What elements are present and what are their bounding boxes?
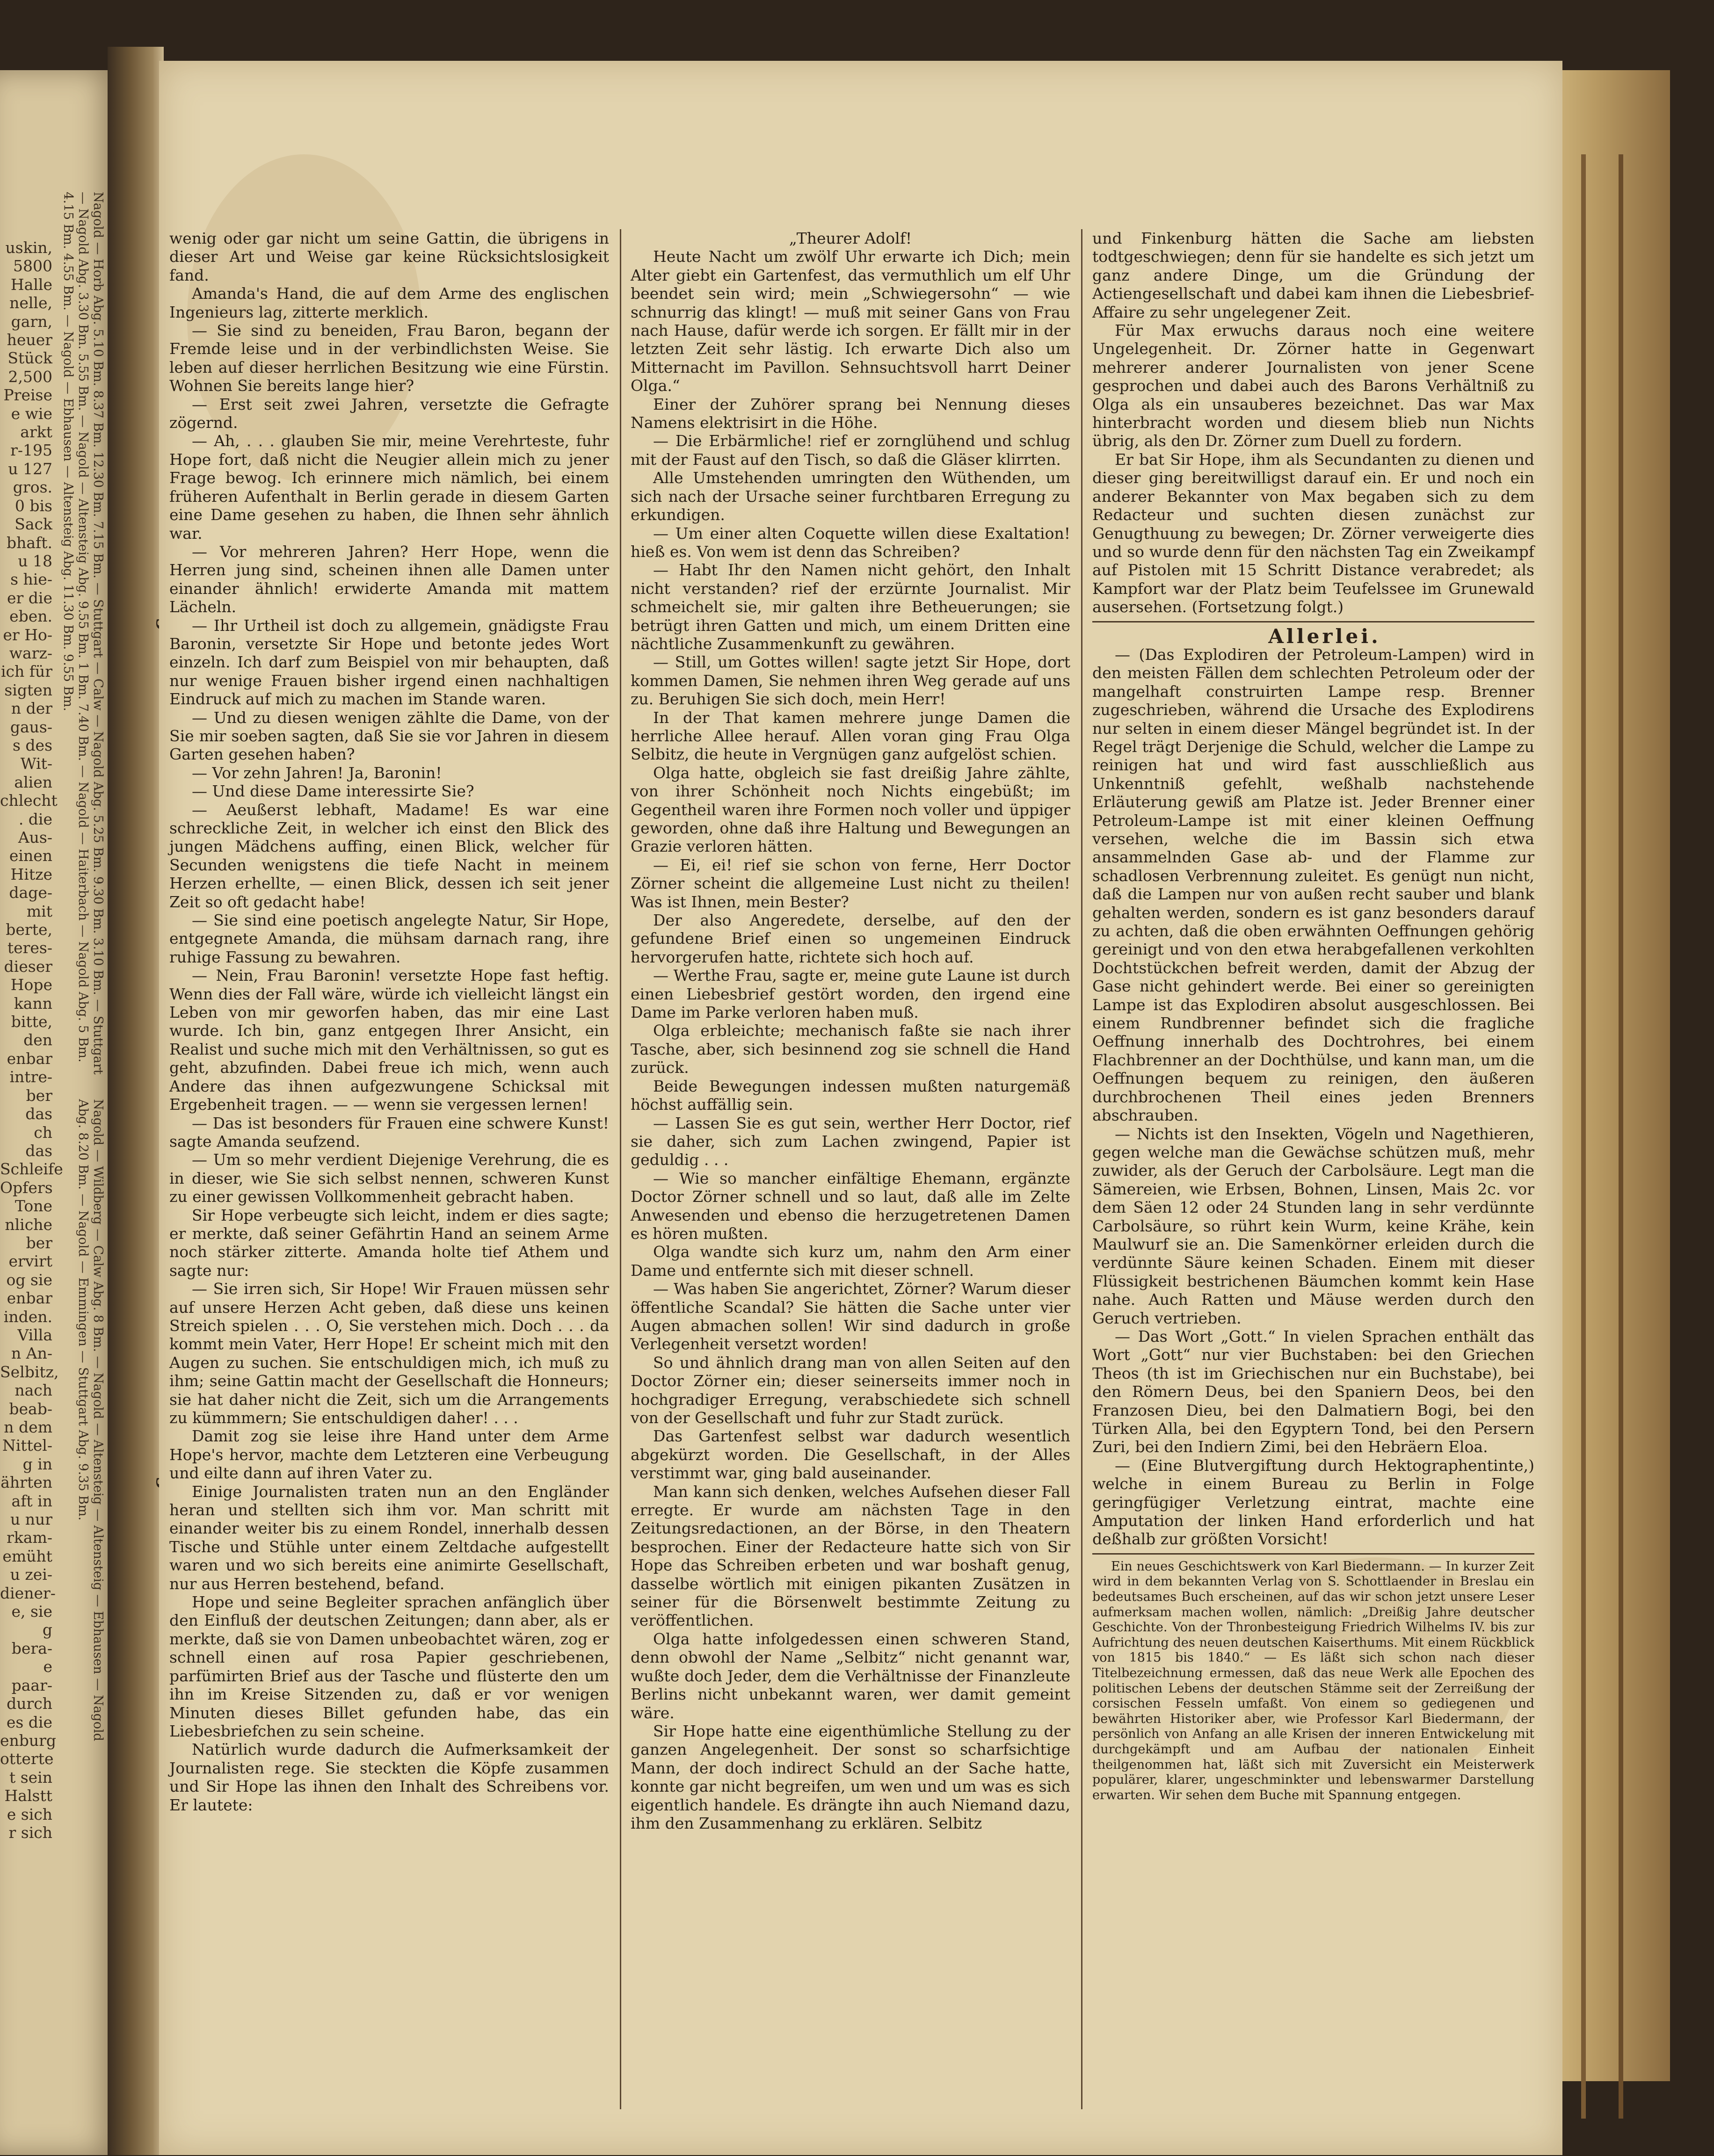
left-page-line: chlecht — [0, 791, 58, 810]
left-page-line: teres- — [7, 939, 52, 957]
left-page-line: emüht — [2, 1547, 52, 1565]
left-page-line: enburg — [0, 1731, 57, 1750]
left-page-line: uskin, — [5, 239, 52, 257]
paragraph: So und ähnlich drang man von allen Seiten auf den Doctor Zörner ein; dieser seinerseits immer noch in hochgradiger Erregung, verabschiedete sich schnell von der Gesellschaft und fuhr zur Stadt zurück. — [631, 1353, 1070, 1427]
left-page-line: ch — [34, 1123, 52, 1142]
left-page-line: n An- — [11, 1344, 52, 1363]
paragraph: Natürlich wurde dadurch die Aufmerksamkeit der Journalisten rege. Sie steckten die Köpfe zusammen und Sir Hope las ihnen den Inhalt des Schreibens vor. Er lautete: — [169, 1740, 609, 1814]
left-page-line: aft in — [11, 1491, 52, 1510]
paragraph: — Habt Ihr den Namen nicht gehört, den Inhalt nicht verstanden? rief der erzürnte Journalist. Mir schmeichelt sie, mir galten ihre Betheuerungen; sie betrügt ihren Gatten und mich, um einem Dritten eine nächtliche Zusammenkunft zu gewähren. — [631, 561, 1070, 653]
left-page-line: otterte — [0, 1750, 54, 1768]
left-page-line: u 127 — [8, 459, 52, 478]
left-page-line: gros. — [13, 478, 52, 497]
paragraph: — Um so mehr verdient Diejenige Verehrung, die es in dieser, wie Sie sich selbst nennen, schweren Kunst zu einer gewissen Vollkommenheit gebracht haben. — [169, 1150, 609, 1206]
column-2-story — [631, 229, 1070, 2119]
paragraph: Olga wandte sich kurz um, nahm den Arm einer Dame und entfernte sich mit dieser schnell. — [631, 1243, 1070, 1280]
column-rule — [620, 229, 621, 2109]
allerlei-heading: Allerlei. — [1268, 624, 1381, 648]
paragraph: — Ihr Urtheil ist doch zu allgemein, gnädigste Frau Baronin, versetzte Sir Hope und betonte jedes Wort einzeln. Ich darf zum Beispiel von mir behaupten, daß nur wenige Frauen bisher irgend einen nachhaltigen Eindruck auf mich zu machen im Stande waren. — [169, 616, 609, 709]
left-page-line: kann — [14, 994, 52, 1013]
paragraph: Sir Hope verbeugte sich leicht, indem er dies sagte; er merkte, daß seiner Gefährtin Hand an seinem Arme noch stärker zitterte. Amanda holte tief Athem und sagte nur: — [169, 1206, 609, 1280]
left-page-line: 0 bis — [15, 496, 52, 515]
column-rule — [1081, 229, 1082, 2109]
left-page-line: Villa — [17, 1325, 52, 1344]
allerlei-section — [1092, 645, 1534, 1548]
left-page-line: s des — [12, 736, 52, 754]
paragraph: — Und diese Dame interessirte Sie? — [192, 782, 474, 801]
left-page-line: warz- — [9, 644, 52, 662]
paragraph: Man kann sich denken, welches Aufsehen dieser Fall erregte. Er wurde am nächsten Tage in den Zeitungsredactionen, an der Börse, in den Theatern besprochen. Einer der Redacteure hatte sich von Sir Hope das Schreiben erbeten und war boshaft genug, dasselbe wörtlich mit einigen pikanten Zusätzen in seiner für die Börsenwelt bestimmte Zeitung zu veröffentlichen. — [631, 1482, 1070, 1630]
paragraph: — Was haben Sie angerichtet, Zörner? Warum dieser öffentliche Scandal? Sie hätten die Sache unter vier Augen abmachen sollen! Wir sind dadurch in große Verlegenheit versetzt worden! — [631, 1280, 1070, 1353]
column-3 — [1092, 229, 1534, 2128]
left-page-line: es die — [6, 1713, 52, 1731]
paragraph: — Sie sind zu beneiden, Frau Baron, begann der Fremde leise und in der verbindlichsten Weise. Sie leben auf dieser herrlichen Besitzung wie eine Fürstin. Wohnen Sie bereits lange hier? — [169, 321, 609, 395]
left-page-line: n dem — [4, 1418, 52, 1436]
left-page-line: einen — [9, 846, 52, 865]
left-page-line: den — [23, 1031, 52, 1049]
left-page-line: Schleife — [0, 1160, 63, 1179]
paragraph: Einige Journalisten traten nun an den Engländer heran und stellten sich ihm vor. Man schritt mit einander weiter bis zu einem Rondel, innerhalb dessen Tische und Stühle unter einem Zeltdache aufgestellt waren und wo sich bereits eine animirte Gesellschaft, nur aus Herren bestehend, befand. — [169, 1482, 609, 1593]
section-rule — [1092, 621, 1534, 622]
left-page-line: bhaft. — [6, 533, 52, 552]
left-page-line: . die — [18, 810, 52, 828]
timetable-railway-text: Nagold — Horb Abg. 5.10 Bm. 8.37 Bm. 12.30 Bm. 7.15 Bm. — Stuttgart — Calw — Nagold Abg. 5.25 Bm. 9.30 Bm. 3.10 Bm. — Stuttgart — Nagold Abg. 3.30 Bm. 5.55 Bm. — Nagold — Altensteig Abg. 9.55 Bm. 1 Bm. 7.40 Bm. — Nagold — Haiterbach — Nagold Abg. 5 Bm. 4.15 Bm. 4.55 Bm. — Nagold — Ebhausen — Altensteig Abg. 11.30 Bm. 9.55 Bm. — [61, 192, 105, 1075]
left-page-line: ber — [26, 1086, 52, 1105]
paragraph: — Werthe Frau, sagte er, meine gute Laune ist durch einen Liebesbrief gestört worden, den irgend eine Dame im Parke verloren haben muß. — [631, 966, 1070, 1022]
paragraph: Alle Umstehenden umringten den Wüthenden, um sich nach der Ursache seiner furchtbaren Erregung zu erkundigen. — [631, 469, 1070, 524]
paragraph: — Die Erbärmliche! rief er zornglühend und schlug mit der Faust auf den Tisch, so daß die Gläser klirrten. — [631, 432, 1070, 469]
allerlei-item: — (Das Explodiren der Petroleum-Lampen) wird in den meisten Fällen dem schlechten Petroleum oder der mangelhaft construirten Lampe resp. Brenner zugeschrieben, während die Ursache des Explodirens nur selten in einem dieser Mängel begründet ist. In der Regel trägt Derjenige die Schuld, welcher die Lampe zu reinigen hat und wird fast ausschließlich aus Unkenntniß gefehlt, weßhalb nachstehende Erläuterung gewiß am Platze ist. Jeder Brenner einer Petroleum-Lampe ist mit einer kleinen Oeffnung versehen, welche die im Bassin sich etwa ansammelnden Gase ab- und der Flamme zur schadlosen Verbrennung zuleitet. Es genügt nun nicht, daß die Lampen nur von außen recht sauber und blank gehalten werden, sondern es ist ganz besonders darauf zu achten, daß die oben erwähnten Oeffnungen gehörig gereinigt und von den etwa herabgefallenen verkohlten Dochtstückchen befreit werden, damit der Abzug der Gase nicht gehindert werde. Bei einer so gereinigten Lampe ist das Explodiren absolut ausgeschlossen. Bei einem Rundbrenner befindet sich die fragliche Oeffnung innerhalb des Dochtrohres, bei einem Flachbrenner an der Dochthülse, und kann man, um die Oeffnungen bequem zu reinigen, den äußeren durchbrochenen Theil eines jeden Brenners abschrauben. — [1092, 645, 1534, 1125]
left-page-line: Wit- — [20, 754, 52, 773]
allerlei-item: — (Eine Blutvergiftung durch Hektographentinte,) welche in einem Bureau zu Berlin in Folge geringfügiger Verletzung eintrat, machte eine Amputation der linken Hand erforderlich und hat deßhalb zur größten Vorsicht! — [1092, 1456, 1534, 1548]
left-page-line: Halstt — [4, 1787, 52, 1805]
left-page-line: s hie- — [10, 570, 52, 589]
paragraph: Der also Angeredete, derselbe, auf den der gefundene Brief einen so ungemeinen Eindruck hervorgerufen hatte, richtete sich hoch auf. — [631, 911, 1070, 966]
left-page-line: 2,500 — [8, 367, 52, 386]
left-page-line: garn, — [11, 312, 52, 331]
left-page-line: Tone — [15, 1197, 52, 1215]
left-page-line: enbar — [7, 1289, 52, 1308]
paragraph: — Vor mehreren Jahren? Herr Hope, wenn die Herren jung sind, scheinen ihnen alle Damen unter einander ähnlich! erwiderte Amanda mit mattem Lächeln. — [169, 542, 609, 616]
paragraph: Hope und seine Begleiter sprachen anfänglich über den Einfluß der deutschen Zeitungen; dann aber, als er merkte, daß sie von Damen unbeobachtet wären, zog er schnell einen auf rosa Papier geschriebenen, parfümirten Brief aus der Tasche und flüsterte den um ihn im Kreise Sitzenden zu, daß er vor wenigen Minuten dieses Billet gefunden habe, das ein Liebesbriefchen zu sein scheine. — [169, 1593, 609, 1740]
paragraph: Damit zog sie leise ihre Hand unter dem Arme Hope's hervor, machte dem Letzteren eine Verbeugung und eilte dann auf ihren Vater zu. — [169, 1427, 609, 1483]
left-page-line: das — [25, 1141, 52, 1160]
left-page-line: Selbitz, — [0, 1362, 59, 1381]
paragraph: wenig oder gar nicht um seine Gattin, die übrigens in dieser Art und Weise gar keine Rücksichtslosigkeit fand. — [169, 229, 609, 284]
left-page-line: g bera- — [11, 1621, 52, 1657]
left-page-line: heuer — [7, 331, 52, 349]
left-page-line: nach — [15, 1381, 52, 1400]
left-page-line: ährten — [0, 1473, 52, 1492]
left-page-line: beab- — [9, 1399, 52, 1418]
left-page-line: dage- — [9, 883, 52, 902]
paragraph: Einer der Zuhörer sprang bei Nennung dieses Namens elektrisirt in die Höhe. — [631, 395, 1070, 432]
allerlei-item: — Nichts ist den Insekten, Vögeln und Nagethieren, gegen welche man die Gewächse schützen muß, mehr zuwider, als der Geruch der Carbolsäure. Legt man die Sämereien, wie Erbsen, Bohnen, Linsen, Mais 2c. vor dem Säen 12 oder 24 Stunden lang in sehr verdünnte Carbolsäure, so rührt kein Wurm, keine Krähe, kein Maulwurf sie an. Die Samenkörner erleiden durch die verdünnte Säure keinen Schaden. Einem mit dieser Flüssigkeit bestrichenen Bäumchen kommt kein Hase nahe. Auch Ratten und Mäuse werden durch den Geruch vertrieben. — [1092, 1124, 1534, 1327]
left-page-line: Halle — [10, 275, 52, 294]
left-page-line: mit — [26, 902, 52, 920]
left-page-text-fragments — [0, 239, 63, 2156]
paragraph: Amanda's Hand, die auf dem Arme des englischen Ingenieurs lag, zitterte merklich. — [169, 284, 609, 321]
paragraph: — Erst seit zwei Jahren, versetzte die Gefragte zögernd. — [169, 395, 609, 432]
paragraph: Olga hatte infolgedessen einen schweren Stand, denn obwohl der Name „Selbitz“ nicht genannt war, wußte doch Jeder, dem die Verhältnisse der Finanzleute Berlins nicht unbekannt waren, wer damit gemeint wäre. — [631, 1629, 1070, 1722]
left-page-line: berte, — [6, 920, 52, 939]
paragraph: — Nein, Frau Baronin! versetzte Hope fast heftig. Wenn dies der Fall wäre, würde ich vielleicht längst ein Leben von mir geworfen haben, das mir eine Last wurde. Ich bin, ganz entgegen Ihrer Ansicht, ein Realist und suche mich mit den Verhältnissen, so gut es geht, abzufinden. Dabei freue ich mich, wenn auch Andere das ihnen aufgezwungene Schicksal mit Ergebenheit tragen. — — wenn sie vergessen lernen! — [169, 966, 609, 1114]
left-page-line: u 18 — [18, 551, 52, 570]
paragraph: — Aeußerst lebhaft, Madame! Es war eine schreckliche Zeit, in welcher ich einst den Blick des jungen Mädchens auffing, einen Blick, welcher für Secunden wenigstens die tiefe Nacht in meinem Herzen erhellte, — einen Blick, dessen ich seit jener Zeit so oft gedacht habe! — [169, 800, 609, 911]
paragraph: — Vor zehn Jahren! Ja, Baronin! — [192, 763, 442, 782]
left-page-line: eben. — [9, 607, 52, 626]
paragraph: Das Gartenfest selbst war dadurch wesentlich abgekürzt worden. Die Gesellschaft, in der Alles verstimmt war, ging bald auseinander. — [631, 1427, 1070, 1483]
left-page-line: er die — [7, 588, 52, 607]
left-page-line: og sie — [6, 1270, 52, 1289]
left-page-line: alien — [14, 773, 52, 791]
paragraph: — Und zu diesen wenigen zählte die Dame, von der Sie mir soeben sagten, daß Sie sie vor Jahren in diesem Garten gesehen haben? — [169, 708, 609, 764]
left-page-line: rkam- — [7, 1528, 52, 1547]
paragraph: Er bat Sir Hope, ihm als Secundanten zu dienen und dieser ging bereitwilligst darauf ein. Er und noch ein anderer Bekannter von Max begaben sich zu dem Redacteur und suchten diesen zunächst zur Genugthuung zu bewegen; Dr. Zörner verweigerte dies und so wurde denn für den nächsten Tag ein Zweikampf auf Pistolen mit 15 Schritt Distance verabredet; als Kampfort war der Platz beim Teufelssee im Grunewald ausersehen. (Fortsetzung folgt.) — [1092, 450, 1534, 616]
advert-box — [1092, 1559, 1534, 1803]
left-page-line: durch — [7, 1694, 52, 1713]
left-page-line: ich für — [0, 662, 52, 681]
paragraph: Heute Nacht um zwölf Uhr erwarte ich Dich; mein Alter giebt ein Gartenfest, das vermuthlich um elf Uhr beendet sein wird; mein „Schwiegersohn“ — wie schnurrig das klingt! — muß mit seiner Gans von Frau nach Hause, dafür werde ich sorgen. Er fällt mir in der letzten Zeit sehr lästig. Ich erwarte Dich also um Mitternacht im Pavillon. Sehnsuchtsvoll harrt Deiner Olga.“ — [631, 247, 1070, 395]
story-continuation — [1092, 229, 1534, 616]
left-page-line: inden. — [3, 1307, 52, 1326]
left-page-line: nelle, — [9, 294, 52, 312]
left-page-line: r sich — [8, 1823, 52, 1842]
left-page-line: intre- — [9, 1068, 52, 1086]
left-page-line: e, sie — [11, 1602, 52, 1621]
left-page-line: Stück — [7, 349, 52, 368]
paragraph: In der That kamen mehrere junge Damen die herrliche Allee herauf. Allen voran ging Frau Olga Selbitz, die heute in Vergnügen ganz aufgelöst schien. — [631, 708, 1070, 764]
left-page-line: Hitze — [10, 865, 52, 883]
left-page-line: Hope — [10, 976, 52, 994]
left-page-line: Preise — [3, 386, 52, 405]
paragraph: Olga erbleichte; mechanisch faßte sie nach ihrer Tasche, aber, sich besinnend zog sie schnell die Hand zurück. — [631, 1021, 1070, 1077]
left-page-line: sigten — [4, 680, 52, 699]
allerlei-item: — Das Wort „Gott.“ In vielen Sprachen enthält das Wort „Gott“ nur vier Buchstaben: bei den Griechen Theos (th ist im Griechischen nur ein Buchstabe), bei den Römern Deus, bei den Spaniern Deos, bei den Franzosen Dieu, bei den Dalmatiern Bogi, bei den Türken Alla, bei den Egyptern Tond, bei den Persern Zuri, bei den Indiern Zimi, bei den Hebräern Eloa. — [1092, 1327, 1534, 1456]
left-page-line: bitte, — [11, 1013, 52, 1031]
left-page — [0, 70, 117, 2155]
left-page-line: ber — [26, 1233, 52, 1252]
left-page-line: Sack — [15, 515, 52, 534]
paragraph: — Lassen Sie es gut sein, werther Herr Doctor, rief sie daher, sich zum Lachen zwingend, Papier ist geduldig . . . — [631, 1114, 1070, 1169]
paragraph: „Theurer Adolf! — [789, 229, 912, 247]
paragraph: — Wie so mancher einfältige Ehemann, ergänzte Doctor Zörner schnell und so laut, daß alle im Zelte Anwesenden und ebenso die herzugetretenen Damen es hören mußten. — [631, 1169, 1070, 1243]
paragraph: — Sie sind eine poetisch angelegte Natur, Sir Hope, entgegnete Amanda, die mühsam darnach rang, ihre ruhige Fassung zu bewahren. — [169, 911, 609, 966]
newspaper-page — [159, 61, 1562, 2155]
paragraph: — Sie irren sich, Sir Hope! Wir Frauen müssen sehr auf unsere Herzen Acht geben, daß diese uns keinen Streich spielen . . . O, Sie verstehen mich. Doch . . . da kommt mein Vater, Herr Hope! Er scheint mich mit den Augen zu suchen. Sie entschuldigen mich, ich muß zu ihm; seine Gattin macht der Gesellschaft die Honneurs; sie hat daher nicht die Zeit, sich um die Arrangements zu kümmmern; Sie entschuldigen daher! . . . — [169, 1280, 609, 1427]
left-page-line: er Ho- — [3, 625, 52, 644]
paragraph: und Finkenburg hätten die Sache am liebsten todtgeschwiegen; denn für sie handelte es sich jetzt um ganz andere Dinge, um die Gründung der Actiengesellschaft und dabei kam ihnen die Liebesbrief-Affaire zu sehr ungelegener Zeit. — [1092, 229, 1534, 321]
paragraph: Für Max erwuchs daraus noch eine weitere Ungelegenheit. Dr. Zörner hatte in Gegenwart mehrerer anderer Journalisten von jener Scene gesprochen und dabei auch des Barons Verhältniß zu Olga als ein unsauberes bezeichnet. Das war Max hinterbracht worden und diesem blieb nun Nichts übrig, als den Dr. Zörner zum Duell zu fordern. — [1092, 321, 1534, 450]
section-rule — [1092, 1553, 1534, 1555]
left-page-line: enbar — [7, 1049, 52, 1068]
page-block-edge — [1562, 70, 1670, 2081]
left-page-line: r-195 — [10, 441, 52, 460]
timetable-post-text: Nagold — Wildberg — Calw Abg. 8 Bm. — Nagold — Altensteig — Altensteig — Ebhausen — Nagold Abg. 8.20 Bm. — Nagold — Emmingen — Stuttgart Abg. 9.35 Bm. — [76, 1099, 105, 1742]
page-edge-line — [1619, 154, 1623, 2119]
advert-text: Ein neues Geschichtswerk von Karl Biedermann. — In kurzer Zeit wird in dem bekannten Verlag von S. Schottlaender in Breslau ein bedeutsames Buch erscheinen, auf das wir schon jetzt unsere Leser aufmerksam machen wollen, nämlich: „Dreißig Jahre deutscher Geschichte. Von der Thronbesteigung Friedrich Wilhelms IV. bis zur Aufrichtung des neuen deutschen Kaiserthums. Mit einem Rückblick von 1815 bis 1840.“ — Es läßt sich schon nach dieser Titelbezeichnung ermessen, daß das neue Werk alle Epochen des politischen Lebens der deutschen Stämme seit der Zerreißung der corsischen Fesseln umfaßt. Von einem so gediegenen und bewährten Historiker aber, wie Professor Karl Biedermann, der persönlich von Anfang an alle Krisen der inneren Entwickelung mit durchgekämpft und am Aufbau der nationalen Einheit theilgenommen hat, läßt sich mit Zuversicht ein Meisterwerk populärer, klarer, ungeschminkter und lebenswarmer Darstellung erwarten. Wir sehen dem Buche mit Spannung entgegen. — [1092, 1559, 1534, 1802]
paragraph: — Um einer alten Coquette willen diese Exaltation! hieß es. Von wem ist denn das Schreiben? — [631, 524, 1070, 561]
paragraph: Sir Hope hatte eine eigenthümliche Stellung zu der ganzen Angelegenheit. Der sonst so scharfsichtige Mann, der doch indirect Schuld an der Sache hatte, konnte gar nicht begreifen, um wen und um was es sich eigentlich handele. Es drängte ihn auch Niemand dazu, ihm den Zusammenhang zu erklären. Selbitz — [631, 1722, 1070, 1832]
left-page-line: g in — [22, 1454, 52, 1473]
left-page-line: gaus- — [10, 717, 52, 736]
left-page-line: nliche — [5, 1215, 52, 1234]
left-page-line: Nittel- — [2, 1436, 52, 1455]
left-page-line: u nur — [10, 1510, 52, 1529]
left-page-line: Opfers — [0, 1178, 53, 1197]
left-page-line: arkt — [20, 423, 52, 441]
left-page-line: ervirt — [8, 1252, 52, 1271]
left-page-line: dieser — [4, 957, 52, 976]
paragraph: Beide Bewegungen indessen mußten naturgemäß höchst auffällig sein. — [631, 1077, 1070, 1114]
left-page-line: Aus- — [18, 828, 52, 846]
left-page-line: e sich — [7, 1805, 52, 1823]
paragraph: — Ei, ei! rief sie schon von ferne, Herr Doctor Zörner scheint die allgemeine Lust nicht zu theilen! Was ist Ihnen, mein Bester? — [631, 855, 1070, 911]
paragraph: — Ah, . . . glauben Sie mir, meine Verehrteste, fuhr Hope fort, daß nicht die Neugier allein mich zu jener Frage bewog. Ich erinnere mich nämlich, bei einem früheren Aufenthalt in Berlin gerade in diesem Garten eine Dame gesehen zu haben, die Ihnen sehr ähnlich war. — [169, 432, 609, 543]
left-page-line: n der — [11, 699, 52, 718]
book-gutter — [108, 47, 164, 2155]
left-page-line: t sein — [9, 1768, 52, 1787]
left-page-line: u zei- — [10, 1565, 52, 1584]
left-page-line: e paar- — [11, 1657, 52, 1694]
left-page-line: e wie — [11, 404, 52, 423]
paragraph: — Still, um Gottes willen! sagte jetzt Sir Hope, dort kommen Damen, Sie nehmen ihren Weg gerade auf uns zu. Beruhigen Sie sich doch, mein Herr! — [631, 653, 1070, 709]
left-page-line: das — [25, 1105, 52, 1123]
left-page-line: diener- — [0, 1584, 56, 1602]
left-page-line: 5800 — [13, 257, 52, 275]
paragraph: — Das ist besonders für Frauen eine schwere Kunst! sagte Amanda seufzend. — [169, 1114, 609, 1150]
page-edge-line — [1581, 154, 1586, 2119]
column-1-story — [169, 229, 609, 2119]
paragraph: Olga hatte, obgleich sie fast dreißig Jahre zählte, von ihrer Schönheit noch Nichts eingebüßt; im Gegentheil waren ihre Formen noch voller und üppiger geworden, ohne daß ihre Haltung und Bewegungen an Grazie verloren hätten. — [631, 763, 1070, 856]
